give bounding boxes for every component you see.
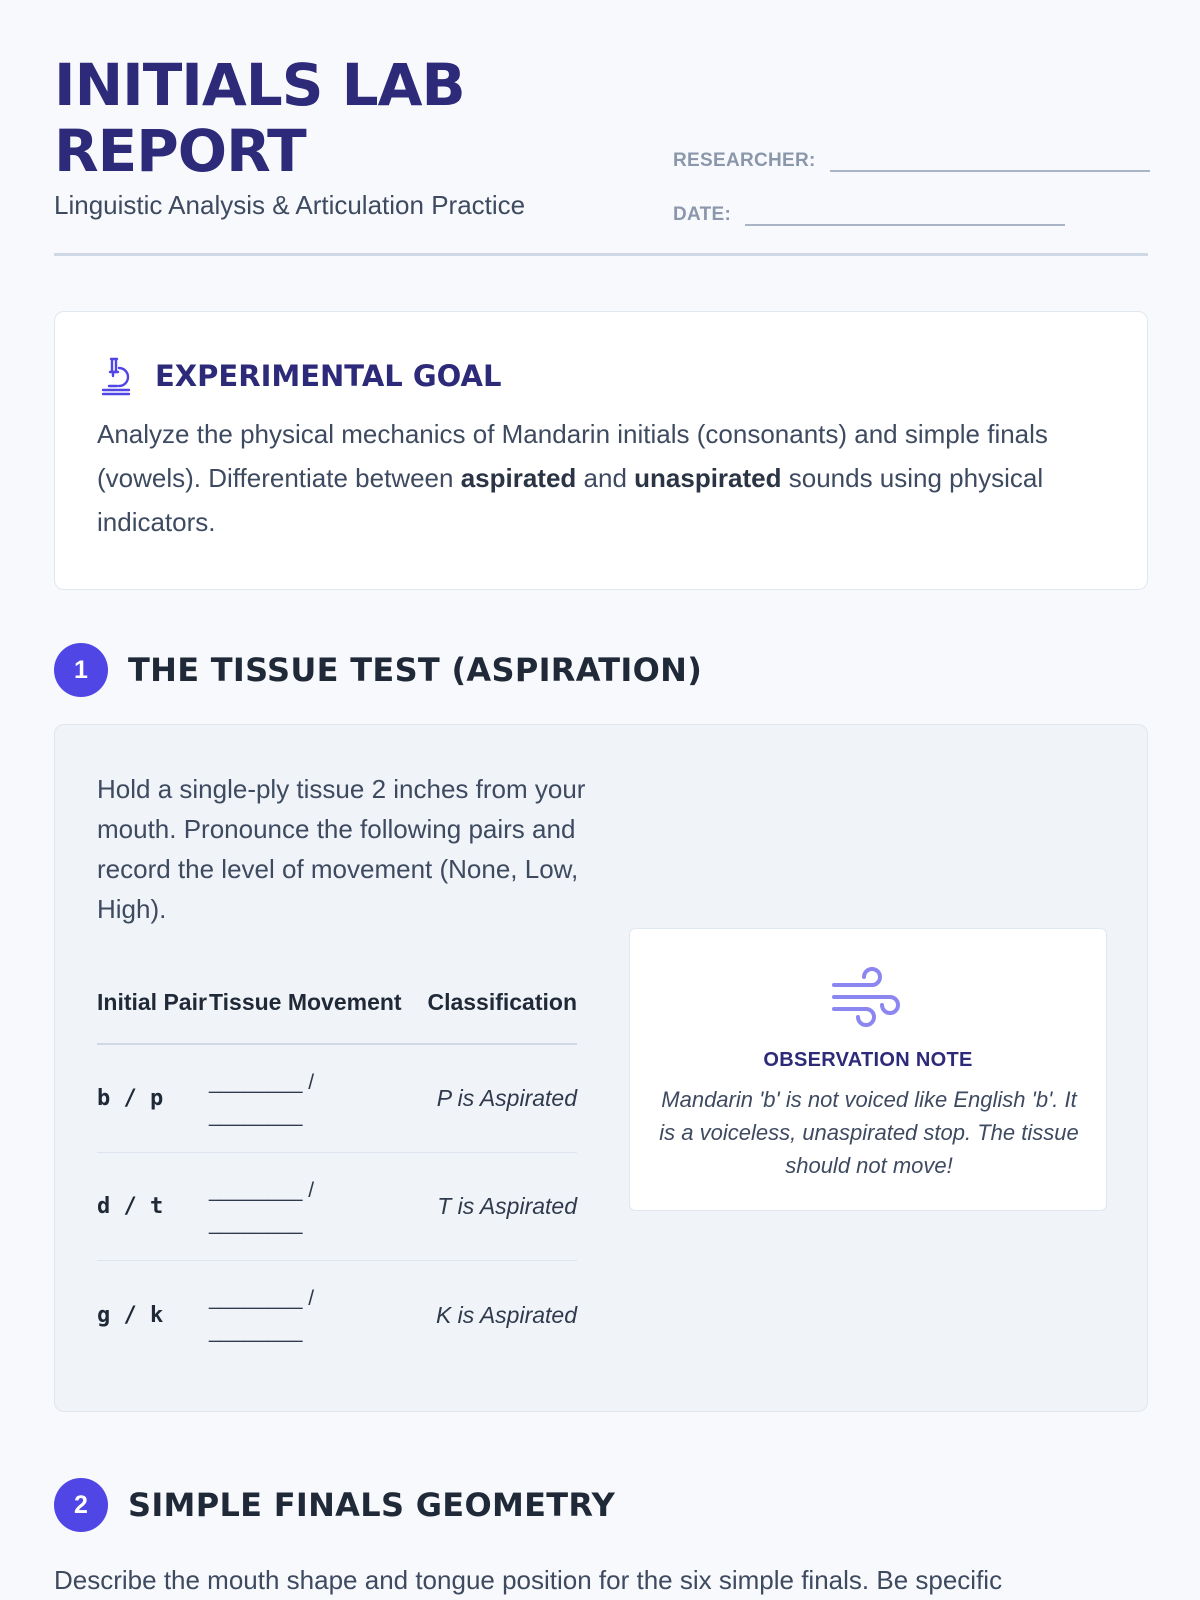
table-row — [97, 1045, 577, 1153]
section-2-title: SIMPLE FINALS GEOMETRY — [128, 1486, 616, 1524]
section-2-heading — [54, 1478, 615, 1532]
section-2-intro: Describe the mouth shape and tongue position for the six simple finals. Be specific — [54, 1565, 1003, 1595]
classification: T is Aspirated — [437, 1193, 577, 1219]
section-1-number: 1 — [54, 643, 108, 697]
date-field[interactable] — [673, 198, 1065, 226]
researcher-field[interactable] — [673, 144, 1150, 172]
section-1-heading — [54, 643, 702, 697]
goal-text-3: sounds using physical indicators. — [97, 463, 1044, 537]
goal-bold-unaspirated: unaspirated — [634, 463, 782, 493]
column-header-tissue-movement: Tissue Movement — [209, 988, 402, 1015]
table-row — [97, 1153, 577, 1261]
column-header-classification: Classification — [427, 988, 577, 1015]
classification: K is Aspirated — [435, 1301, 577, 1328]
initial-pair: g / k — [97, 1302, 164, 1328]
goal-description — [97, 412, 1105, 544]
table-row — [97, 1261, 577, 1369]
experimental-goal-card — [54, 311, 1148, 590]
page-subtitle: Linguistic Analysis & Articulation Practice — [54, 190, 526, 220]
initial-pair: b / p — [97, 1086, 164, 1111]
title-line-1: INITIALS LAB — [54, 51, 465, 119]
movement-blank[interactable]: ________ / ________ — [209, 1287, 315, 1343]
initial-pair: d / t — [97, 1194, 164, 1219]
date-input-line[interactable] — [745, 198, 1065, 226]
researcher-input-line[interactable] — [830, 144, 1150, 172]
report-header — [54, 0, 1148, 256]
column-header-initial-pair: Initial Pair — [97, 988, 207, 1015]
lab-report-page — [54, 0, 1148, 1595]
tissue-test-instructions: Hold a single-ply tissue 2 inches from your mouth. Pronounce the following pairs and record the level of movement (None, Low, High). — [97, 774, 586, 924]
goal-bold-aspirated: aspirated — [460, 463, 577, 493]
researcher-label: RESEARCHER: — [673, 150, 816, 171]
goal-text-2: and — [576, 463, 635, 493]
tissue-test-table — [97, 961, 577, 1369]
table-header — [97, 961, 577, 1045]
microscope-icon — [97, 356, 135, 396]
title-line-2: REPORT — [54, 117, 306, 185]
wind-icon — [830, 965, 908, 1027]
movement-blank[interactable]: ________ / ________ — [209, 1070, 315, 1127]
tissue-test-panel — [54, 724, 1148, 1412]
page-title — [54, 52, 465, 184]
observation-note-title: OBSERVATION NOTE — [763, 1049, 973, 1071]
observation-note-text: Mandarin 'b' is not voiced like English 'b'. It is a voiceless, unaspirated stop. The tissue should not move! — [659, 1087, 1079, 1178]
section-2-number: 2 — [54, 1478, 108, 1532]
goal-heading — [97, 352, 1105, 400]
section-1-title: THE TISSUE TEST (ASPIRATION) — [128, 651, 703, 689]
classification: P is Aspirated — [436, 1085, 577, 1111]
observation-note-card — [629, 928, 1107, 1211]
date-label: DATE: — [673, 204, 732, 225]
goal-text-1: Analyze the physical mechanics of Mandarin initials (consonants) and simple finals (vowels). Differentiate between — [97, 419, 1048, 493]
goal-title: EXPERIMENTAL GOAL — [155, 359, 502, 393]
movement-blank[interactable]: ________ / ________ — [209, 1178, 315, 1235]
